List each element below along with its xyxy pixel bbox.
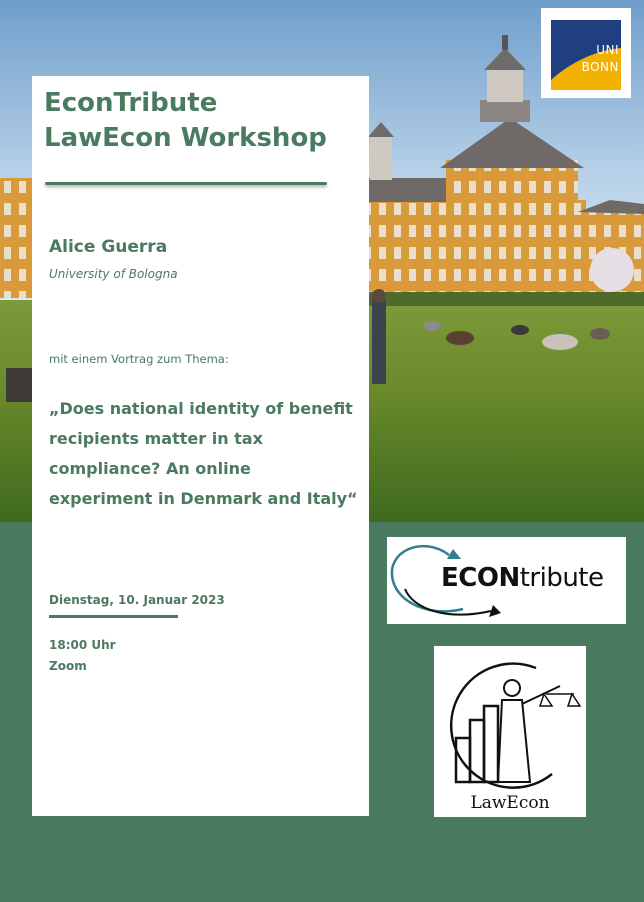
lawecon-logo	[434, 646, 586, 817]
title-line-2: LawEcon Workshop	[44, 123, 327, 153]
lawecon-wordmark: LawEcon	[470, 793, 550, 813]
event-venue: Zoom	[49, 659, 87, 673]
speaker-name: Alice Guerra	[49, 237, 168, 257]
uni-logo-line2: BONN	[581, 60, 619, 74]
page-title	[44, 86, 364, 156]
talk-title-line: compliance? An online	[49, 459, 251, 478]
talk-intro: mit einem Vortrag zum Thema:	[49, 352, 229, 366]
econtribute-bold: ECON	[441, 563, 520, 593]
talk-title-line: experiment in Denmark and Italy“	[49, 489, 358, 508]
econtribute-rest: tribute	[519, 563, 604, 593]
justitia-icon	[434, 646, 586, 817]
event-card	[32, 76, 369, 816]
title-divider	[45, 182, 327, 185]
talk-title	[49, 394, 367, 514]
uni-logo-line1: UNI	[596, 43, 619, 57]
talk-title-line: „Does national identity of benefit	[49, 399, 353, 418]
date-divider	[49, 615, 178, 618]
event-date: Dienstag, 10. Januar 2023	[49, 593, 225, 607]
uni-bonn-logo	[541, 8, 631, 98]
talk-title-line: recipients matter in tax	[49, 429, 263, 448]
event-time: 18:00 Uhr	[49, 638, 116, 652]
speaker-affiliation: University of Bologna	[49, 267, 178, 281]
econtribute-logo	[387, 537, 626, 624]
econtribute-wordmark	[441, 563, 604, 593]
title-line-1: EconTribute	[44, 88, 218, 118]
